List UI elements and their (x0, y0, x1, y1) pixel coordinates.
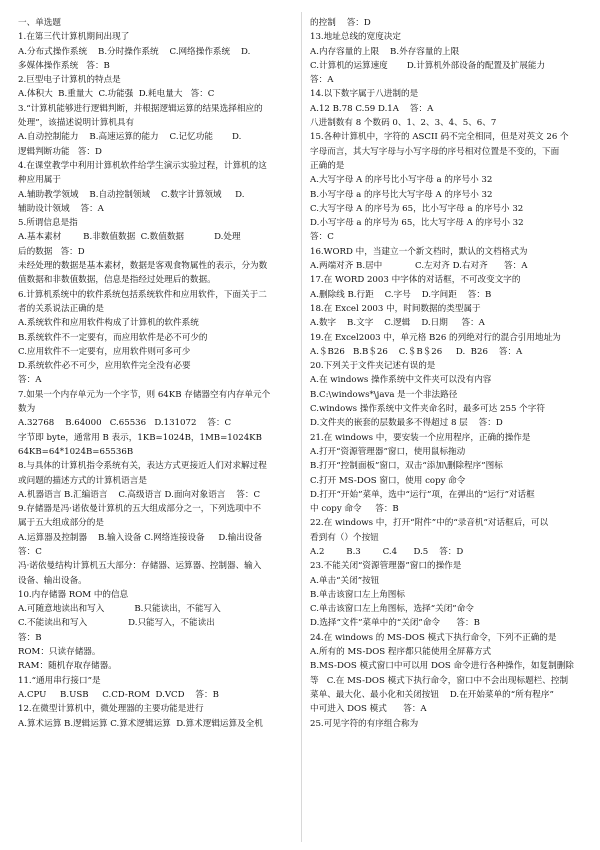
right-text-line: 13.地址总线的宽度决定 (310, 32, 402, 43)
right-text-line: B.单击该窗口左上角图标 (310, 589, 405, 600)
right-text-line: 20.下列关于文件夹记述有误的是 (310, 361, 436, 372)
left-text-line: A.CPU B.USB C.CD-ROM D.VCD 答：B (18, 689, 219, 700)
right-text-line: 19.在 Excel2003 中，单元格 B26 的列绝对行的混合引用地址为 (310, 332, 561, 343)
left-text-line: 答：C (18, 546, 42, 557)
left-text-line: A.基本素材 B.非数值数据 C.数值数据 D.处理 (18, 232, 241, 243)
right-text-line: 25.可见字符的有序组合称为 (310, 718, 419, 729)
left-text-line: 4.在课堂教学中利用计算机软件给学生演示实验过程，计算机的这 (18, 160, 267, 171)
right-text-line: D.文件夹的嵌套的层数最多不得超过 8 层 答：D (310, 418, 503, 429)
right-text-line: A.单击“关闭”按钮 (310, 575, 380, 586)
right-text-line: C.大写字母 A 的序号为 65，比小写字母 a 的序号小 32 (310, 203, 524, 214)
right-text-line: 正确的是 (310, 160, 345, 171)
right-text-line: 17.在 WORD 2003 中字体的对话框，不可改变文字的 (310, 275, 521, 286)
left-text-line: ROM：只读存储器。 (18, 647, 101, 658)
right-text-line: C.单击该窗口左上角图标，选择“关闭”命令 (310, 604, 474, 615)
left-text-line: 12.在微型计算机中，微处理器的主要功能是进行 (18, 704, 204, 715)
left-text-line: 9.存储器是冯·诺依曼计算机的五大组成部分之一，下列选项中不 (18, 504, 261, 515)
right-text-line: A.数字 B.文字 C.逻辑 D.日期 答：A (310, 318, 485, 329)
right-text-line: A.所有的 MS-DOS 程序都只能使用全屏幕方式 (310, 647, 492, 658)
left-text-line: A.分布式操作系统 B.分时操作系统 C.网络操作系统 D. (18, 46, 251, 57)
right-text-line: 22.在 windows 中，打开“附件”中的“录音机”对话框后，可以 (310, 518, 549, 529)
left-text-line: D.系统软件必不可少，应用软件完全没有必要 (18, 361, 191, 372)
left-text-line: 6.计算机系统中的软件系统包括系统软件和应用软件，下面关于二 (18, 289, 267, 300)
right-text-line: B.C:\windows*\java 是一个非法路径 (310, 389, 458, 400)
right-text-line: D.选择“文件”菜单中的“关闭”命令 答：B (310, 618, 480, 629)
right-text-line: 等 C.在 MS-DOS 模式下执行命令，窗口中不会出现标题栏、控制 (310, 675, 569, 686)
left-text-line: 者的关系说法正确的是 (18, 303, 104, 314)
left-text-line: 后的数据 答：D (18, 246, 85, 257)
left-text-line: A.体积大 B.重量大 C.功能强 D.耗电量大 答：C (18, 89, 215, 100)
left-text-line: 答：A (18, 375, 42, 386)
left-text-line: 字节即 byte，通常用 B 表示，1KB=1024B，1MB=1024KB (18, 432, 262, 443)
right-text-line: D.打开“开始”菜单，选中“运行”项，在弹出的“运行”对话框 (310, 489, 535, 500)
right-text-line: A.内存容量的上限 B.外存容量的上限 (310, 46, 460, 57)
left-text-line: 3.“计算机能够进行逻辑判断，并根据逻辑运算的结果选择相应的 (18, 103, 263, 114)
right-text-line: 字母而言，其大写字母与小写字母的序号相对位置是不变的，下面 (310, 146, 560, 157)
left-text-line: 冯·诺依曼结构计算机五大部分：存储器、运算器、控制器、输入 (18, 561, 262, 572)
right-text-line: A.在 windows 操作系统中文件夹可以没有内容 (310, 375, 492, 386)
left-text-line: 64KB=64*1024B=65536B (18, 446, 134, 457)
left-text-line: A.运算器及控制器 B.输入设备 C.网络连接设备 D.输出设备 (18, 532, 263, 543)
right-text-line: 21.在 windows 中，要安装一个应用程序，正确的操作是 (310, 432, 531, 443)
left-text-line: 数为 (18, 404, 36, 415)
left-text-line: 处理”，该描述说明计算机具有 (18, 118, 135, 129)
right-text-line: A.2 B.3 C.4 D.5 答：D (310, 546, 464, 557)
left-text-line: 种应用属于 (18, 175, 61, 186)
right-text-line: A.打开“资源管理器”窗口，使用鼠标拖动 (310, 446, 466, 457)
left-text-line: 一、单选题 (18, 18, 61, 28)
right-text-line: 15.各种计算机中，字符的 ASCII 码不完全相同，但是对英文 26 个 (310, 132, 569, 143)
right-text-line: 答：C (310, 232, 334, 243)
right-text-line: 24.在 windows 的 MS-DOS 模式下执行命令，下列不正确的是 (310, 632, 557, 643)
right-text-line: C.windows 操作系统中文件夹命名时，最多可达 255 个字符 (310, 404, 545, 415)
left-text-line: C.应用软件不一定要有，应用软件则可多可少 (18, 346, 191, 357)
left-text-line: A.可随意地读出和写入 B.只能读出，不能写入 (18, 604, 221, 615)
right-text-line: 八进制数有 8 个数码 0、1、2、3、4、5、6、7 (310, 118, 497, 129)
left-text-line: A.32768 B.64000 C.65536 D.131072 答：C (18, 418, 232, 429)
right-text-line: A.删除线 B.行距 C.字号 D.字间距 答：B (310, 289, 492, 300)
left-text-line: 设备、输出设备。 (18, 575, 87, 586)
right-column (310, 16, 596, 731)
left-text-line: 5.所谓信息是指 (18, 218, 78, 229)
right-text-line: 中 copy 命令 答：B (310, 504, 399, 515)
right-text-line: 14.以下数字属于八进制的是 (310, 89, 419, 100)
left-text-line: 10.内存储器 ROM 中的信息 (18, 589, 129, 600)
right-text-line: 中可进入 DOS 模式 答：A (310, 704, 427, 715)
left-column (18, 16, 304, 731)
left-text-line: 1.在第三代计算机期间出现了 (18, 32, 130, 43)
left-text-line: B.系统软件不一定要有，而应用软件是必不可少的 (18, 332, 208, 343)
left-text-line: 8.与具体的计算机指令系统有关，表达方式更接近人们对求解过程 (18, 461, 267, 472)
left-text-line: 多媒体操作系统 答：B (18, 60, 110, 71)
left-text-line: A.系统软件和应用软件构成了计算机的软件系统 (18, 318, 199, 329)
left-text-line: 未经处理的数据是基本素材，数据是客观食物属性的表示，分为数 (18, 261, 268, 272)
right-text-line: C.计算机的运算速度 D.计算机外部设备的配置及扩展能力 (310, 60, 546, 71)
left-text-line: 值数据和非数值数据，信息是指经过处理后的数据。 (18, 275, 216, 286)
right-text-line: 23.不能关闭“资源管理器”窗口的操作是 (310, 561, 462, 572)
left-text-line: A.机器语言 B.汇编语言 C.高级语言 D.面向对象语言 答：C (18, 489, 261, 500)
left-text-line: A.算术运算 B.逻辑运算 C.算术逻辑运算 D.算术逻辑运算及全机 (18, 718, 263, 729)
right-text-line: 18.在 Excel 2003 中，时间数据的类型属于 (310, 303, 481, 314)
left-text-line: RAM：随机存取存储器。 (18, 661, 117, 672)
right-text-line: A.＄B26 B.B＄26 C.＄B＄26 D. B26 答：A (310, 346, 523, 357)
right-text-line: 菜单、最大化、最小化和关闭按钮 D.在开始菜单的“所有程序” (310, 689, 554, 700)
right-text-line: A.大写字母 A 的序号比小写字母 a 的序号小 32 (310, 175, 493, 186)
right-text-line: B.打开“控制面板”窗口，双击“添加\删除程序”图标 (310, 461, 503, 472)
right-text-line: A.两端对齐 B.居中 C.左对齐 D.右对齐 答：A (310, 261, 528, 272)
left-text-line: 属于五大组成部分的是 (18, 518, 104, 529)
column-divider (301, 12, 302, 842)
left-text-line: A.辅助教学领域 B.自动控制领域 C.数字计算领域 D. (18, 189, 245, 200)
right-text-line: C.打开 MS-DOS 窗口，使用 copy 命令 (310, 475, 466, 486)
left-text-line: 11.“通用串行接口”是 (18, 675, 101, 686)
right-text-line: 16.WORD 中，当建立一个新文档时，默认的文档格式为 (310, 246, 528, 257)
left-text-line: 辅助设计领域 答：A (18, 203, 104, 214)
right-text-line: 看到有（）个按钮 (310, 532, 379, 543)
right-text-line: 的控制 答：D (310, 18, 371, 28)
left-text-line: 7.如果一个内存单元为一个字节，则 64KB 存储器空有内存单元个 (18, 389, 271, 400)
right-text-line: A.12 B.78 C.59 D.1A 答：A (310, 103, 434, 114)
left-text-line: C.不能读出和写入 D.只能写入，不能读出 (18, 618, 215, 629)
left-text-line: 2.巨型电子计算机的特点是 (18, 75, 121, 86)
right-text-line: D.小写字母 a 的序号为 65，比大写字母 A 的序号小 32 (310, 218, 524, 229)
left-text-line: 答：B (18, 632, 42, 643)
left-text-line: 或问题的描述方式的计算机语言是 (18, 475, 147, 486)
right-text-line: B.小写字母 a 的序号比大写字母 A 的序号小 32 (310, 189, 493, 200)
right-text-line: 答：A (310, 75, 334, 86)
right-text-line: B.MS-DOS 模式窗口中可以用 DOS 命令进行各种操作，如复制删除 (310, 661, 574, 672)
left-text-line: A.自动控制能力 B.高速运算的能力 C.记忆功能 D. (18, 132, 242, 143)
left-text-line: 逻辑判断功能 答：D (18, 146, 102, 157)
